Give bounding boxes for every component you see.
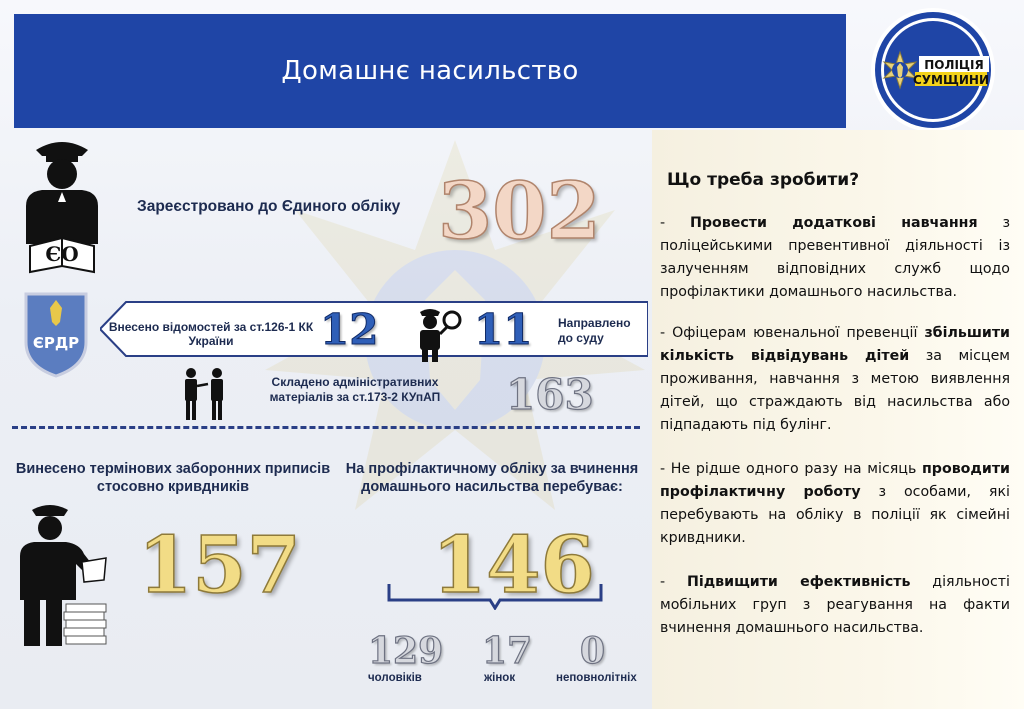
registry-label — [342, 460, 642, 496]
women-value: 17 — [482, 630, 533, 672]
todo-prefix: - — [660, 215, 690, 231]
admin-label — [250, 375, 460, 405]
erdr-sent-value: 11 — [474, 305, 533, 354]
registry-text: На профілактичному обліку за вчинення домашнього насильства перебуває: — [345, 461, 639, 495]
men-label: чоловіків — [368, 672, 422, 684]
orders-text: Винесено термінових заборонних приписів стосовно кривдників — [15, 461, 331, 495]
minors-value: 0 — [580, 630, 606, 672]
svg-text:СУМЩИНИ: СУМЩИНИ — [912, 73, 990, 87]
erdr-entered-value: 12 — [320, 305, 379, 354]
admin-text: Складено адміністративних матеріалів за ст.173-2 КУпАП — [269, 375, 441, 404]
todo-heading: Що треба зробити? — [667, 170, 860, 190]
todo-prefix: - — [660, 574, 687, 590]
orders-label — [14, 460, 332, 496]
women-label: жінок — [484, 672, 516, 684]
policeman-with-papers-icon — [10, 500, 110, 650]
registry-value: 146 — [432, 520, 595, 611]
registered-value: 302 — [438, 166, 601, 257]
admin-value: 163 — [506, 370, 594, 419]
erdr-sent-label — [558, 316, 638, 346]
erdr-badge-text: ЄРДР — [32, 334, 80, 352]
section-divider — [12, 426, 640, 429]
todo-bold: проводити профілактичну роботу — [660, 461, 1010, 500]
erdr-shield-icon — [22, 288, 90, 378]
todo-prefix: - Не рідше одного разу на місяць — [660, 461, 922, 477]
todo-bold: Підвищити ефективність — [686, 574, 911, 590]
todo-text: з особами, які перебувають на обліку в поліції як сімейні кривдники. — [660, 484, 1010, 546]
minors-label: неповнолітніх — [556, 672, 637, 684]
men-value: 129 — [368, 630, 444, 672]
todo-bold: збільшити кількість відвідувань дітей — [660, 325, 1010, 364]
todo-prefix: - Офіцерам ювенальної превенції — [660, 325, 925, 341]
policeman-with-book-icon — [22, 134, 102, 276]
todo-item-mobile-groups — [660, 571, 1010, 640]
todo-text: за місцем проживання, навчання з метою виявлення дітей, що страждають від насильства або підпадають під булінг. — [660, 348, 1010, 433]
header-bar — [14, 14, 846, 128]
todo-item-preventive-work — [660, 458, 1010, 550]
orders-value: 157 — [138, 520, 301, 611]
page-title: Домашнє насильство — [281, 56, 579, 86]
people-talking-icon — [180, 366, 230, 422]
erdr-sent-text: Направлено до суду — [558, 316, 631, 345]
svg-text:ПОЛІЦІЯ: ПОЛІЦІЯ — [924, 58, 984, 72]
erdr-entered-text: Внесено відомостей за ст.126-1 КК України — [108, 320, 314, 348]
todo-text: діяльності мобільних груп з реагування на факти вчинення домашнього насильства. — [660, 574, 1010, 636]
todo-item-training — [660, 212, 1010, 304]
police-sumy-logo — [867, 6, 999, 134]
todo-bold: Провести додаткові навчання — [689, 215, 978, 231]
erdr-entered-label — [106, 320, 316, 348]
registry-bracket — [386, 582, 604, 610]
todo-text: з поліцейськими превентивної діяльності із залученням відповідних служб щодо профілактики домашнього насильства. — [660, 215, 1010, 300]
eo-icon-text: ЄО — [45, 242, 79, 266]
registered-label: Зареєстровано до Єдиного обліку — [137, 198, 401, 215]
policeman-magnifier-icon — [414, 304, 462, 362]
todo-item-juvenile-visits — [660, 322, 1010, 437]
